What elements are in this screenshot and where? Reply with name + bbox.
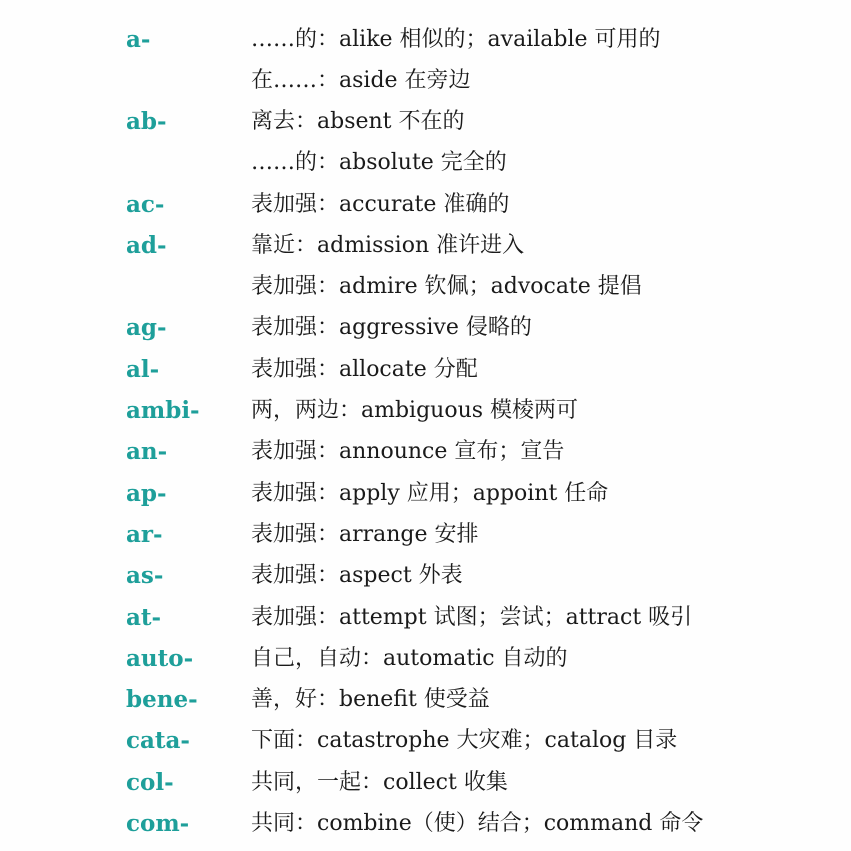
prefix-meaning: ……的：alike 相似的；available 可用的 [251,27,661,52]
prefix-meaning: 表加强：aggressive 侵略的 [251,315,532,340]
prefix-meaning: 表加强：arrange 安排 [251,522,479,547]
list-item [0,225,851,266]
list-item [0,679,851,720]
prefix-label: ag- [126,314,167,341]
prefix-label: auto- [126,645,194,672]
list-item [0,638,851,679]
list-item [0,101,851,142]
prefix-label: an- [126,438,168,465]
list-item [0,597,851,638]
prefix-meaning: 靠近：admission 准许进入 [251,233,525,258]
list-item [0,473,851,514]
prefix-meaning: 表加强：attempt 试图；尝试；attract 吸引 [251,605,693,630]
list-item [0,555,851,596]
prefix-meaning: 表加强：allocate 分配 [251,357,478,382]
prefix-meaning: 两，两边：ambiguous 模棱两可 [251,398,579,423]
list-item [0,142,851,183]
prefix-label: ar- [126,521,163,548]
prefix-label: ambi- [126,397,200,424]
prefix-label: ac- [126,191,165,218]
prefix-meaning: 共同：combine（使）结合；command 命令 [251,811,704,836]
list-item [0,60,851,101]
prefix-meaning: 表加强：admire 钦佩；advocate 提倡 [251,274,642,299]
prefix-meaning: 善，好：benefit 使受益 [251,687,490,712]
prefix-label: al- [126,356,160,383]
list-item [0,803,851,844]
prefix-meaning: 离去：absent 不在的 [251,109,465,134]
prefix-label: com- [126,810,190,837]
prefix-label: at- [126,604,162,631]
prefix-meaning: 表加强：aspect 外表 [251,563,463,588]
prefix-label: a- [126,26,151,53]
prefix-label: col- [126,769,174,796]
list-item [0,19,851,60]
prefix-meaning: 在……：aside 在旁边 [251,68,471,93]
list-item [0,307,851,348]
list-item [0,349,851,390]
list-item [0,720,851,761]
prefix-meaning: 自己，自动：automatic 自动的 [251,646,568,671]
prefix-label: ad- [126,232,167,259]
list-item [0,184,851,225]
list-item [0,431,851,472]
list-item [0,762,851,803]
prefix-meaning: 下面：catastrophe 大灾难；catalog 目录 [251,728,678,753]
list-item [0,514,851,555]
prefix-meaning: 共同，一起：collect 收集 [251,770,508,795]
prefix-meaning: 表加强：announce 宣布；宣告 [251,439,565,464]
prefix-label: ap- [126,480,167,507]
prefix-meaning: 表加强：accurate 准确的 [251,192,510,217]
prefix-meaning: ……的：absolute 完全的 [251,150,507,175]
list-item [0,266,851,307]
prefix-label: bene- [126,686,198,713]
list-item [0,390,851,431]
prefix-label: as- [126,562,164,589]
prefix-meaning: 表加强：apply 应用；appoint 任命 [251,481,609,506]
prefix-label: cata- [126,727,190,754]
prefix-label: ab- [126,108,167,135]
